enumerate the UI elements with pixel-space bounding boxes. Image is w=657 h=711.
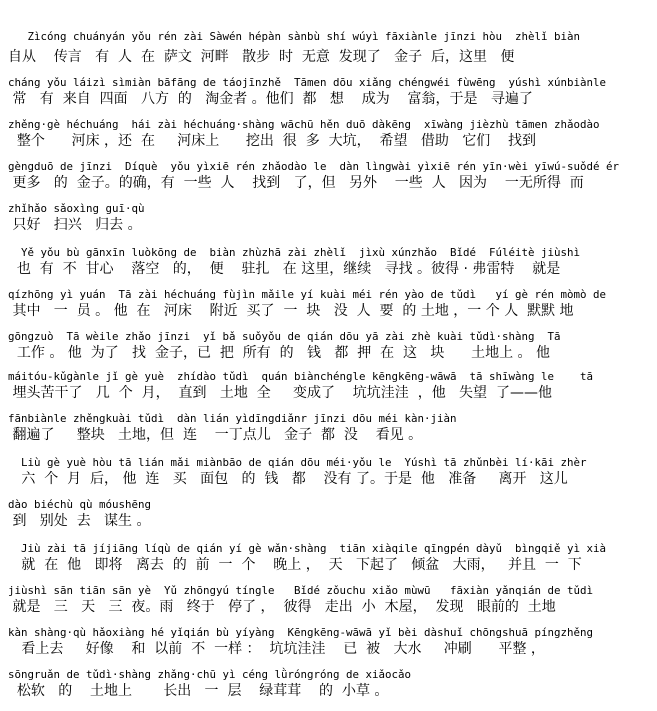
hanzi-line-6: 也 有 不 甘心 落空 的， 便 驻扎 在 这里，继续 寻找 。彼得 · 弗雷特 就是 <box>8 261 561 277</box>
hanzi-line-3: 整个 河床 ，还 在 河床上 挖出 很 多 大坑， 希望 借助 它们 找到 <box>8 133 537 149</box>
pinyin-line-4: gèngduō de jīnzi Díquè yǒu yìxiē rén zhǎodào le dàn lìngwài yìxiē rén yīn·wèi yīwú-suǒdé ér <box>8 160 620 173</box>
pinyin-line-7: qízhōng yì yuán Tā zài héchuáng fùjìn mǎile yí kuài méi rén yào de tǔdì yí gè rén mòmò de <box>8 288 607 301</box>
pinyin-line-6: Yě yǒu bù gānxīn luòkōng de biàn zhùzhā zài zhèlǐ jìxù xúnzhǎo Bǐdé Fúléitè jiùshì <box>8 246 581 259</box>
pinyin-line-13: Jiù zài tā jíjiāng líqù de qián yí gè wǎn·shàng tiān xiàqile qīngpén dàyǔ bìngqiě yì xià <box>8 542 607 555</box>
hanzi-line-12: 到 别处 去 谋生 。 <box>8 513 151 529</box>
hanzi-line-7: 其中 一 员 。 他 在 河床 附近 买了 一 块 没 人 要 的 土地 ，一 个 人 默默 地 <box>8 303 574 319</box>
hanzi-line-10: 翻遍了 整块 土地，但 连 一丁点儿 金子 都 没 看见 。 <box>8 427 423 443</box>
hanzi-line-9: 埋头苦干了 几 个 月， 直到 土地 全 变成了 坑坑洼洼 ，他 失望 了——他 <box>8 385 552 401</box>
pinyin-line-5: zhǐhǎo sǎoxìng guī·qù <box>8 202 145 215</box>
pinyin-line-16: sōngruǎn de tǔdì·shàng zhǎng·chū yì céng lǜróngróng de xiǎocǎo <box>8 668 412 681</box>
pinyin-line-1: Zìcóng chuányán yǒu rén zài Sàwén hépàn sànbù shí wúyì fāxiànle jīnzi hòu zhèlǐ biàn <box>8 30 581 43</box>
pinyin-line-3: zhěng·gè héchuáng hái zài héchuáng·shàng wāchū hěn duō dàkēng xīwàng jièzhù tāmen zhǎodào <box>8 118 600 131</box>
pinyin-line-10: fānbiànle zhěngkuài tǔdì dàn lián yìdīngdiǎnr jīnzi dōu méi kàn·jiàn <box>8 412 457 425</box>
hanzi-line-1: 自从 传言 有 人 在 萨文 河畔 散步 时 无意 发现了 金子 后，这里 便 <box>8 49 515 65</box>
pinyin-line-9: máitóu-kǔgànle jǐ gè yuè zhídào tǔdì quán biànchéngle kēngkēng-wāwā tā shīwàng le tā <box>8 370 594 383</box>
hanzi-line-15: 看上去 好像 和 以前 不 一样 ： 坑坑洼洼 已 被 大水 冲刷 平整 ， <box>8 641 545 657</box>
hanzi-line-8: 工作 。 他 为了 找 金子，已 把 所有 的 钱 都 押 在 这 块 土地上 。 他 <box>8 345 551 361</box>
hanzi-line-2: 常 有 来自 四面 八方 的 淘金者 。他们 都 想 成为 富翁，于是 寻遍了 <box>8 91 533 107</box>
hanzi-line-13: 就 在 他 即将 离去 的 前 一 个 晚上 ， 天 下起了 倾盆 大雨， 并且 一 下 <box>8 557 582 573</box>
hanzi-line-14: 就是 三 天 三 夜。雨 终于 停了 ， 彼得 走出 小 木屋， 发现 眼前的 土地 <box>8 599 556 615</box>
hanzi-line-16: 松软 的 土地上 长出 一 层 绿茸茸 的 小草 。 <box>8 683 389 699</box>
pinyin-line-15: kàn shàng·qù hǎoxiàng hé yǐqián bù yíyàng Kēngkēng-wāwā yǐ bèi dàshuǐ chōngshuā píngzhěng <box>8 626 594 639</box>
hanzi-line-4: 更多 的 金子。的确，有 一些 人 找到 了，但 另外 一些 人 因为 一无所得 而 <box>8 175 584 191</box>
hanzi-line-11: 六 个 月 后， 他 连 买 面包 的 钱 都 没有 了。于是 他 准备 离开 这儿 <box>8 471 568 487</box>
pinyin-line-12: dào biéchù qù móushēng <box>8 498 152 511</box>
pinyin-line-11: Liù gè yuè hòu tā lián mǎi miànbāo de qián dōu méi·yǒu le Yúshì tā zhǔnbèi lí·kāi zhèr <box>8 456 587 469</box>
pinyin-line-2: cháng yǒu láizì sìmiàn bāfāng de táojīnzhě Tāmen dōu xiǎng chéngwéi fùwēng yúshì xúnbiànle <box>8 76 607 89</box>
pinyin-line-14: jiùshì sān tiān sān yè Yǔ zhōngyú tíngle Bǐdé zǒuchu xiǎo mùwū fāxiàn yǎnqián de tǔdì <box>8 584 594 597</box>
hanzi-line-5: 只好 扫兴 归去 。 <box>8 217 142 233</box>
pinyin-line-8: gōngzuò Tā wèile zhǎo jīnzi yǐ bǎ suǒyǒu de qián dōu yā zài zhè kuài tǔdì·shàng Tā <box>8 330 561 343</box>
